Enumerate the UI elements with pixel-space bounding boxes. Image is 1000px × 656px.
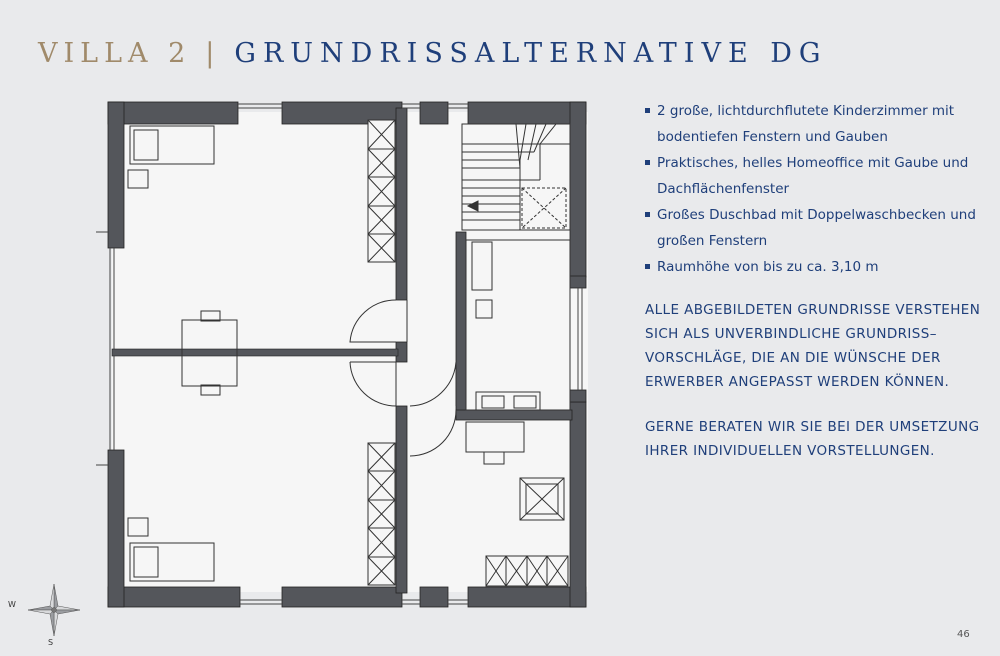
feature-list <box>644 98 984 280</box>
page-number: 46 <box>957 629 970 640</box>
feature-item: Großes Duschbad mit Doppelwaschbecken und großen Fenstern <box>644 202 984 254</box>
partition-wall <box>112 349 398 356</box>
wardrobe-lower <box>368 443 395 585</box>
compass-south-label: S <box>48 638 54 647</box>
compass-rose-icon <box>24 580 84 640</box>
feature-item: Praktisches, helles Homeoffice mit Gaube und Dachflächenfenster <box>644 150 984 202</box>
feature-item: 2 große, lichtdurchflutete Kinderzimmer mit bodentiefen Fenstern und Gauben <box>644 98 984 150</box>
feature-item: Raumhöhe von bis zu ca. 3,10 m <box>644 254 984 280</box>
floor-plan <box>94 96 594 608</box>
page-title <box>38 38 827 69</box>
consultation-text: GERNE BERATEN WIR SIE BEI DER UMSETZUNG IHRER INDIVIDUELLEN VORSTELLUNGEN. <box>645 419 980 459</box>
disclaimer-text: ALLE ABGEBILDETEN GRUNDRISSE VERSTEHEN SICH ALS UNVERBINDLICHE GRUNDRISS–VORSCHLÄGE, DIE AN DIE WÜNSCHE DER ERWERBER ANGEPASST WERDEN KÖNNEN. <box>645 302 981 390</box>
subtitle-label: GRUNDRISSALTERNATIVE DG <box>234 38 828 69</box>
title-separator: | <box>205 38 221 69</box>
compass-west-label: W <box>8 600 16 609</box>
villa-label: VILLA 2 <box>38 38 192 69</box>
bathroom <box>466 240 570 410</box>
staircase <box>462 124 570 230</box>
wardrobe-upper <box>368 120 395 262</box>
